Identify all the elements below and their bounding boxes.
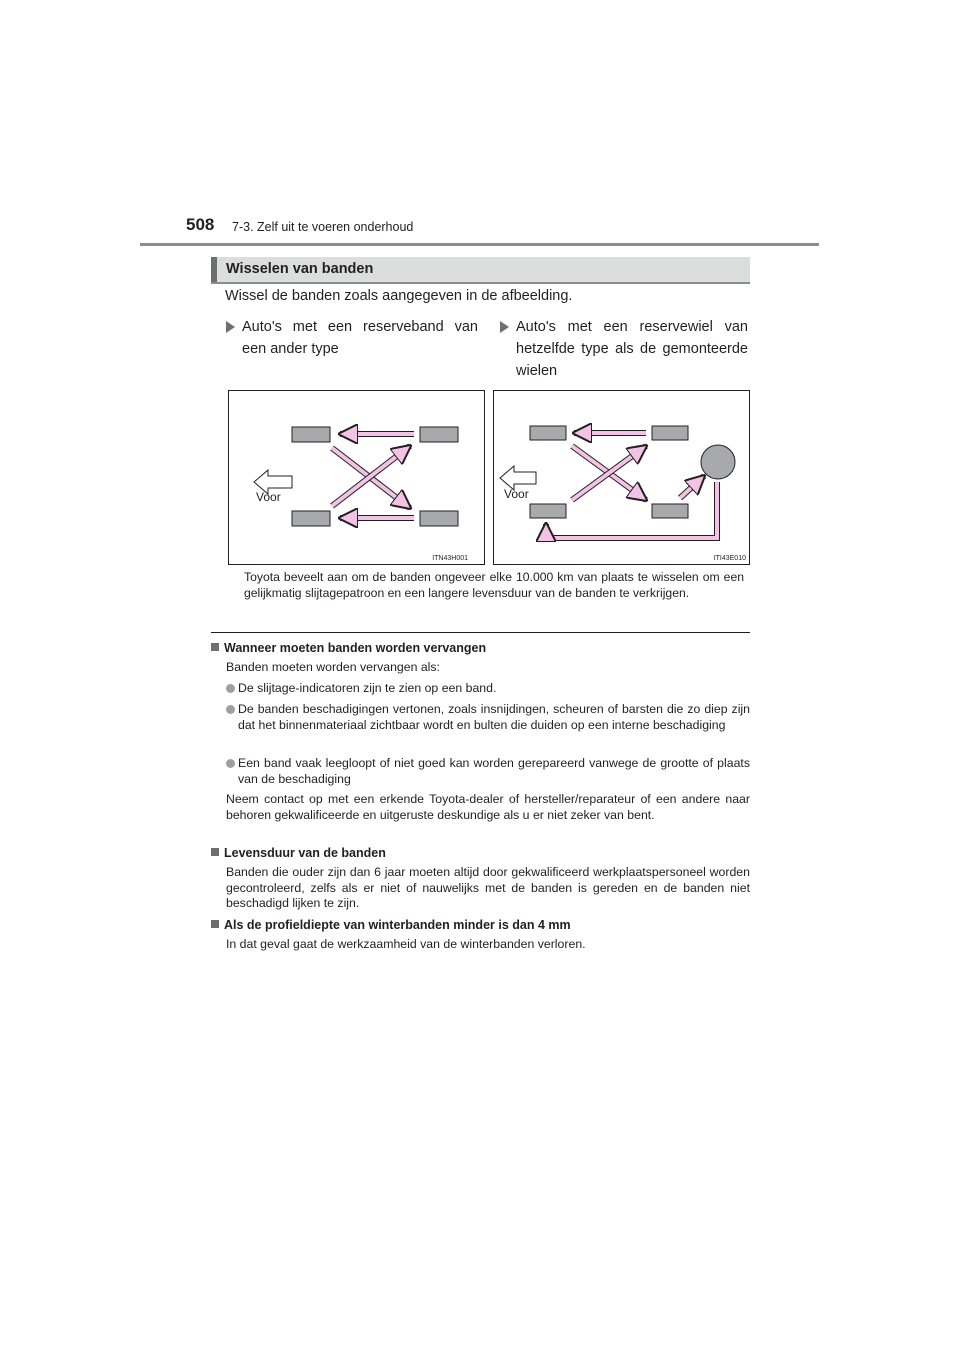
winter-heading-text: Als de profieldiepte van winterbanden minder is dan 4 mm: [224, 918, 571, 932]
tire-rear-left: [652, 426, 688, 440]
tire-rear-left: [420, 427, 458, 442]
figure-note: Toyota beveelt aan om de banden ongeveer elke 10.000 km van plaats te wisselen om een gelijkmatig slijtagepatroon en een langere levensduur van de banden te verkrijgen.: [244, 570, 744, 600]
winter-text: In dat geval gaat de werkzaamheid van de winterbanden verloren.: [226, 937, 586, 951]
tire-front-left: [292, 427, 330, 442]
section-heading-bar: [211, 257, 750, 284]
section-intro: Wissel de banden zoals aangegeven in de afbeelding.: [225, 288, 573, 304]
bullet-dot-icon: [226, 684, 235, 693]
square-bullet-icon: [211, 848, 219, 856]
lifespan-text: Banden die ouder zijn dan 6 jaar moeten altijd door gekwalificeerd werkplaatspersoneel worden gecontroleerd, zelfs als er niet of nauwelijks met de banden is gereden en de banden niet beschadigd lijken te zijn.: [226, 865, 750, 910]
figure-code: ITN43H001: [432, 555, 468, 562]
triangle-bullet-icon: [226, 321, 235, 333]
list-item-text: Een band vaak leegloopt of niet goed kan worden gerepareerd vanwege de grootte of plaats van de beschadiging: [238, 756, 750, 786]
lifespan-heading-text: Levensduur van de banden: [224, 846, 386, 860]
front-label: Voor: [504, 487, 529, 501]
square-bullet-icon: [211, 643, 219, 651]
tire-rotation-figures: [228, 390, 750, 571]
tire-front-left: [530, 426, 566, 440]
figure-code: ITI43E010: [713, 555, 746, 562]
front-label: Voor: [256, 490, 281, 504]
list-item: [226, 702, 750, 733]
tire-front-right: [530, 504, 566, 518]
replace-lead: Banden moeten worden vervangen als:: [226, 660, 440, 674]
winter-heading: [211, 918, 571, 932]
tire-rear-right: [652, 504, 688, 518]
list-item: [226, 756, 750, 787]
content-divider: [211, 632, 750, 633]
figure-right: [494, 391, 750, 565]
header-divider: [140, 243, 819, 246]
case-left-text: Auto's met een reserveband van een ander type: [242, 319, 478, 357]
replace-heading: [211, 641, 486, 655]
list-item-text: De banden beschadigingen vertonen, zoals insnijdingen, scheuren of barsten die zo diep zijn dat het binnenmateriaal zichtbaar wordt en bulten die duiden op een interne beschadiging: [238, 702, 750, 732]
replace-heading-text: Wanneer moeten banden worden vervangen: [224, 641, 487, 655]
bullet-dot-icon: [226, 705, 235, 714]
chapter-title: 7-3. Zelf uit te voeren onderhoud: [232, 220, 414, 234]
tire-front-right: [292, 511, 330, 526]
tire-rotation-diagram: [228, 390, 750, 566]
lifespan-heading: [211, 846, 386, 860]
case-right-text: Auto's met een reservewiel van hetzelfde type als de gemonteerde wielen: [516, 319, 748, 379]
bullet-dot-icon: [226, 759, 235, 768]
page-number: 508: [186, 215, 215, 234]
spare-tire: [701, 445, 735, 479]
square-bullet-icon: [211, 920, 219, 928]
list-item: [226, 681, 750, 697]
triangle-bullet-icon: [500, 321, 509, 333]
section-title: Wisselen van banden: [226, 261, 374, 277]
section-marker: [211, 257, 217, 282]
replace-closing: Neem contact op met een erkende Toyota-dealer of hersteller/reparateur of een andere naar behoren gekwalificeerde en uitgeruste deskundige als u er niet zeker van bent.: [226, 792, 750, 822]
figure-left: [229, 391, 485, 565]
list-item-text: De slijtage-indicatoren zijn te zien op een band.: [238, 681, 497, 695]
tire-rear-right: [420, 511, 458, 526]
